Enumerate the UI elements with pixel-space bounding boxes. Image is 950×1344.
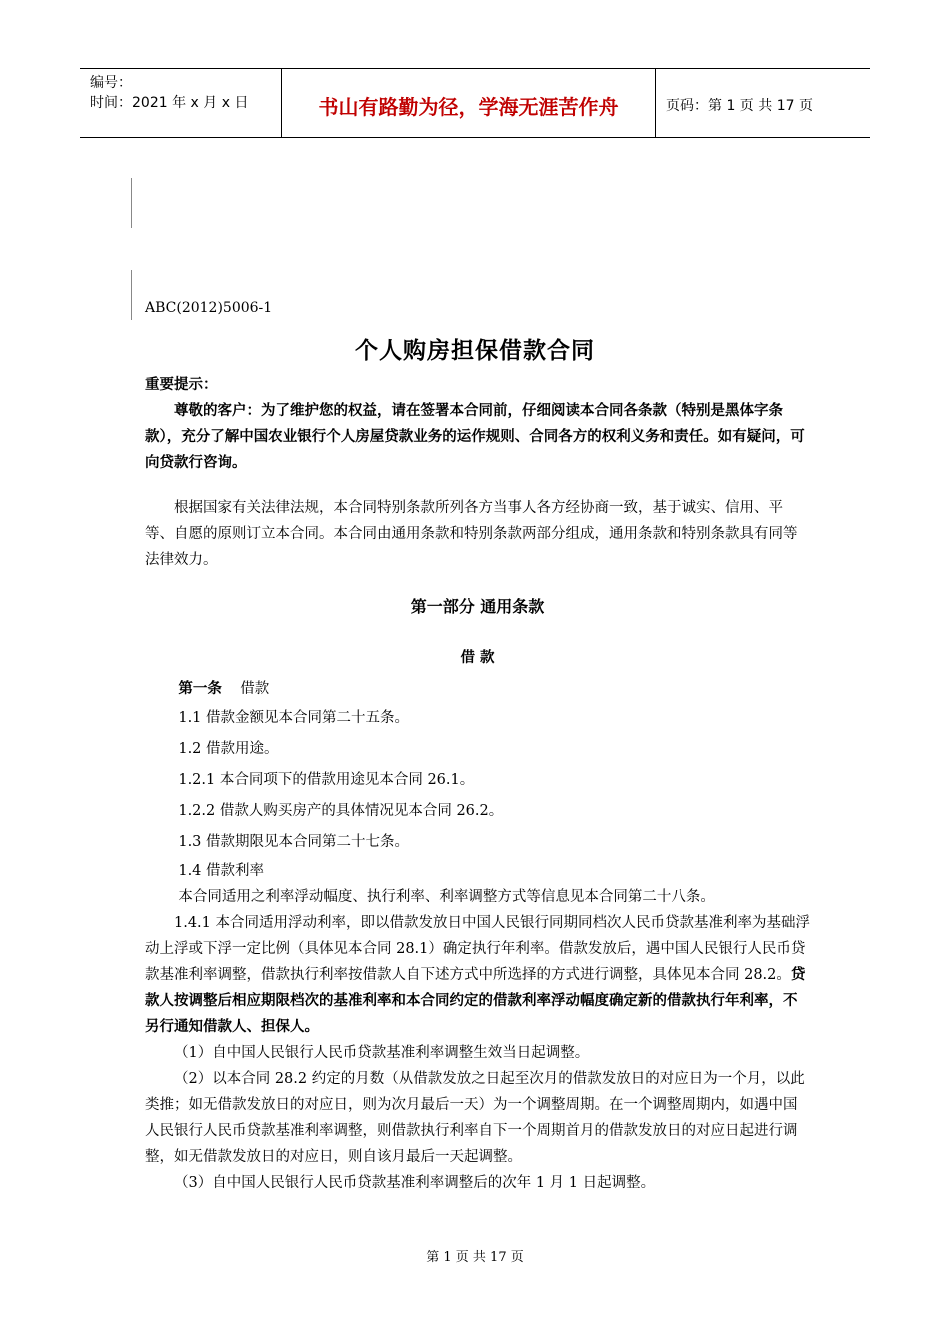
header-meta: [80, 69, 282, 137]
option-1: （1）自中国人民银行人民币贷款基准利率调整生效当日起调整。: [174, 1045, 590, 1061]
item-1-4-1-bold: 贷款人按调整后相应期限档次的基准利率和本合同约定的借款利率浮动幅度确定新的借款执行年利率，不另行通知借款人、担保人。: [145, 967, 806, 1035]
item-1-4-text: 本合同适用之利率浮动幅度、执行利率、利率调整方式等信息见本合同第二十八条。: [178, 889, 715, 905]
notice-heading: 重要提示：: [145, 377, 218, 393]
number-label: 编号：: [90, 75, 132, 91]
article-label: 第一条: [178, 681, 222, 697]
item-1-4-1-text: 1.4.1 本合同适用浮动利率，即以借款发放日中国人民银行同期同档次人民币贷款基准利率为基础浮动上浮或下浮一定比例（具体见本合同 28.1）确定执行年利率。借款发放后，遇中国人民银行人民币贷款基准利率调整，借款执行利率按借款人自下述方式中所选择的方式进行调整，具体见本合同 28.2。: [145, 915, 810, 983]
item-1-4-1: [145, 910, 810, 1040]
item-1-3: 1.3 借款期限见本合同第二十七条。: [178, 834, 410, 850]
item-1-2-1: 1.2.1 本合同项下的借款用途见本合同 26.1。: [178, 772, 475, 788]
notice-block: [145, 372, 810, 476]
header-page-code: 页码：第 1 页 共 17 页: [666, 98, 813, 114]
article-name: 借款: [240, 681, 270, 697]
item-1-1: 1.1 借款金额见本合同第二十五条。: [178, 710, 410, 726]
article-one: [145, 675, 810, 1196]
item-1-2-2: 1.2.2 借款人购买房产的具体情况见本合同 26.2。: [178, 803, 504, 819]
intro-block: [145, 495, 810, 573]
doc-title: 个人购房担保借款合同: [355, 337, 595, 364]
header-motto: 书山有路勤为径，学海无涯苦作舟: [282, 69, 656, 137]
page-header: [80, 68, 870, 138]
margin-mark-top: [131, 178, 132, 228]
notice-text: 尊敬的客户：为了维护您的权益，请在签署本合同前，仔细阅读本合同各条款（特别是黑体字条款），充分了解中国农业银行个人房屋贷款业务的运作规则、合同各方的权利义务和责任。如有疑问，可向贷款行咨询。: [145, 403, 805, 471]
part-title: 第一部分 通用条款: [410, 597, 545, 616]
doc-code: ABC(2012)5006-1: [145, 300, 273, 316]
intro-text: 根据国家有关法律法规，本合同特别条款所列各方当事人各方经协商一致，基于诚实、信用、平等、自愿的原则订立本合同。本合同由通用条款和特别条款两部分组成，通用条款和特别条款具有同等法律效力。: [145, 500, 798, 568]
page-footer: 第 1 页 共 17 页: [426, 1250, 524, 1265]
item-1-4: 1.4 借款利率: [178, 863, 265, 879]
option-3: （3）自中国人民银行人民币贷款基准利率调整后的次年 1 月 1 日起调整。: [174, 1175, 656, 1191]
time-label: 时间：2021 年 x 月 x 日: [90, 95, 249, 111]
margin-mark-bottom: [131, 270, 132, 320]
section-title: 借 款: [460, 650, 495, 666]
item-1-2: 1.2 借款用途。: [178, 741, 279, 757]
option-2: （2）以本合同 28.2 约定的月数（从借款发放之日起至次月的借款发放日的对应日为一个月，以此类推；如无借款发放日的对应日，则为次月最后一天）为一个调整周期。在一个调整周期内，如遇中国人民银行人民币贷款基准利率调整，则借款执行利率自下一个周期首月的借款发放日的对应日起进行调整，如无借款发放日的对应日，则自该月最后一天起调整。: [145, 1071, 805, 1165]
article-heading: [145, 675, 810, 703]
